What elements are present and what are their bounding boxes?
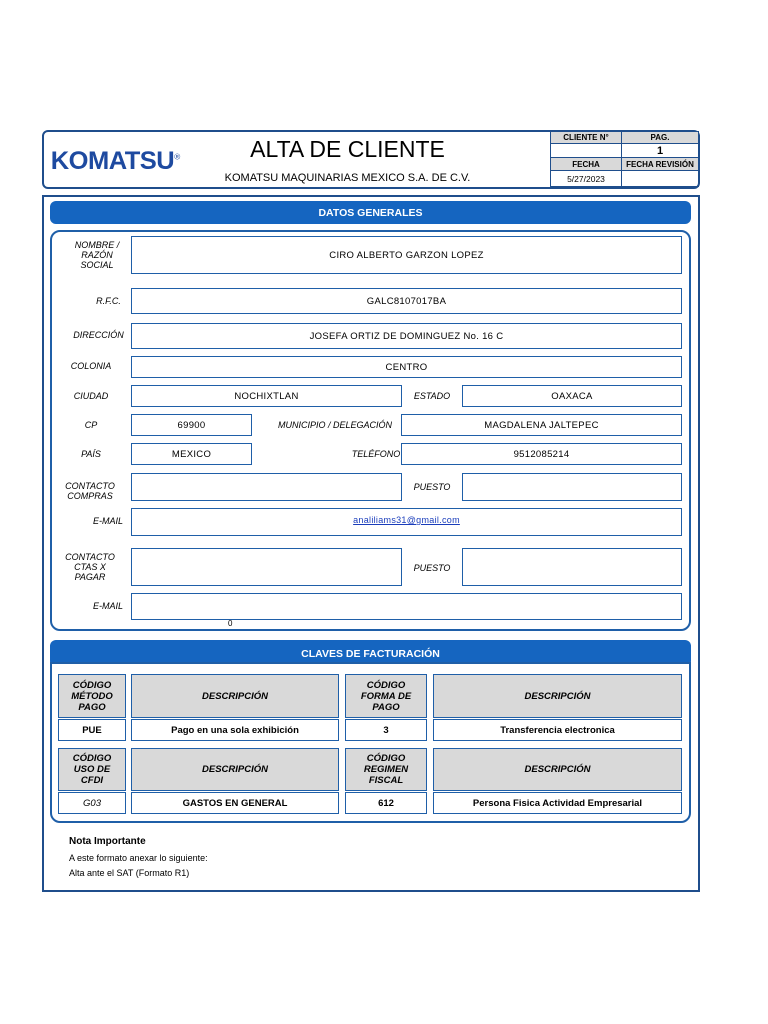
descripcion-header-2: DESCRIPCIÓN <box>433 674 682 718</box>
direccion-label: DIRECCIÓN <box>73 330 124 340</box>
pag-value: 1 <box>621 143 699 158</box>
email-compras-link[interactable]: analiliams31@gmail.com <box>353 515 460 525</box>
uso-cfdi-desc: GASTOS EN GENERAL <box>131 792 339 814</box>
rfc-field[interactable]: GALC8107017BA <box>131 288 682 314</box>
regimen-header: CÓDIGO REGIMEN FISCAL <box>345 748 427 791</box>
ciudad-field[interactable]: NOCHIXTLAN <box>131 385 402 407</box>
cliente-no-label: CLIENTE N° <box>550 131 622 144</box>
puesto-compras-label: PUESTO <box>413 482 451 492</box>
puesto-ctas-field[interactable] <box>462 548 682 586</box>
page-title: ALTA DE CLIENTE <box>250 136 445 162</box>
uso-cfdi-value[interactable]: G03 <box>58 792 126 814</box>
nombre-field[interactable]: CIRO ALBERTO GARZON LOPEZ <box>131 236 682 274</box>
fecha-revision-value <box>621 170 699 187</box>
municipio-label: MUNICIPIO / DELEGACIÓN <box>277 420 393 430</box>
nota-title: Nota Importante <box>69 836 146 847</box>
pag-label: PAG. <box>621 131 699 144</box>
colonia-label: COLONIA <box>70 361 112 371</box>
nombre-label: NOMBRE / RAZÓN SOCIAL <box>74 240 120 270</box>
descripcion-header-1: DESCRIPCIÓN <box>131 674 339 718</box>
forma-pago-header: CÓDIGO FORMA DE PAGO <box>345 674 427 718</box>
email-ctas-field[interactable] <box>131 593 682 620</box>
telefono-label: TELÉFONO <box>351 449 401 459</box>
uso-cfdi-header: CÓDIGO USO DE CFDI <box>58 748 126 791</box>
claves-bar: CLAVES DE FACTURACIÓN <box>50 640 691 667</box>
telefono-field[interactable]: 9512085214 <box>401 443 682 465</box>
metodo-pago-value[interactable]: PUE <box>58 719 126 741</box>
stray-zero: 0 <box>228 619 233 628</box>
regimen-value[interactable]: 612 <box>345 792 427 814</box>
ciudad-label: CIUDAD <box>73 391 109 401</box>
contacto-compras-field[interactable] <box>131 473 402 501</box>
nota-line-2: Alta ante el SAT (Formato R1) <box>69 868 190 878</box>
contacto-ctas-label: CONTACTO CTAS X PAGAR <box>65 552 115 582</box>
logo-text: KOMATSU <box>50 147 175 175</box>
company-name: KOMATSU MAQUINARIAS MEXICO S.A. DE C.V. <box>224 172 471 184</box>
direccion-field[interactable]: JOSEFA ORTIZ DE DOMINGUEZ No. 16 C <box>131 323 682 349</box>
cliente-no-value[interactable] <box>550 143 622 158</box>
estado-label: ESTADO <box>413 391 451 401</box>
datos-generales-bar: DATOS GENERALES <box>50 201 691 224</box>
cp-label: CP <box>84 420 98 430</box>
email-compras-field[interactable] <box>131 508 682 536</box>
colonia-field[interactable]: CENTRO <box>131 356 682 378</box>
contacto-compras-label: CONTACTO COMPRAS <box>65 481 115 501</box>
fecha-label: FECHA <box>550 157 622 171</box>
puesto-ctas-label: PUESTO <box>413 563 451 573</box>
fecha-revision-label: FECHA REVISIÓN <box>621 157 699 171</box>
forma-pago-desc: Transferencia electronica <box>433 719 682 741</box>
contacto-ctas-field[interactable] <box>131 548 402 586</box>
fecha-value: 5/27/2023 <box>550 170 622 187</box>
cp-field[interactable]: 69900 <box>131 414 252 436</box>
puesto-compras-field[interactable] <box>462 473 682 501</box>
email-compras-label: E-MAIL <box>92 516 123 526</box>
descripcion-header-4: DESCRIPCIÓN <box>433 748 682 791</box>
municipio-field[interactable]: MAGDALENA JALTEPEC <box>401 414 682 436</box>
nota-line-1: A este formato anexar lo siguiente: <box>69 853 208 863</box>
metodo-pago-header: CÓDIGO MÉTODO PAGO <box>58 674 126 718</box>
metodo-pago-desc: Pago en una sola exhibición <box>131 719 339 741</box>
estado-field[interactable]: OAXACA <box>462 385 682 407</box>
pais-field[interactable]: MEXICO <box>131 443 252 465</box>
email-ctas-label: E-MAIL <box>92 601 123 611</box>
regimen-desc: Persona Fisica Actividad Empresarial <box>433 792 682 814</box>
logo-registered: ® <box>174 152 180 162</box>
komatsu-logo <box>51 147 180 176</box>
forma-pago-value[interactable]: 3 <box>345 719 427 741</box>
rfc-label: R.F.C. <box>96 296 121 306</box>
pais-label: PAÍS <box>81 449 101 459</box>
descripcion-header-3: DESCRIPCIÓN <box>131 748 339 791</box>
